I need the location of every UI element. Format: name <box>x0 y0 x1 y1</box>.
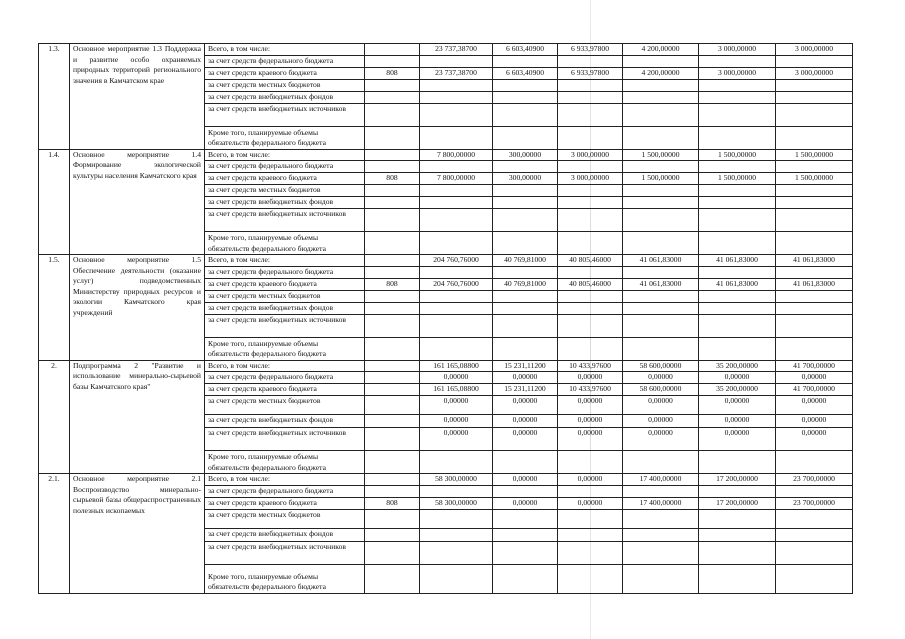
amount-cell: 15 231,11200 <box>493 384 558 396</box>
amount-cell <box>623 185 699 197</box>
amount-cell: 58 600,00000 <box>623 384 699 396</box>
activity-name: Подпрограмма 2 "Развитие и использование минерально-сырьевой базы Камчатского края" <box>70 360 205 474</box>
amount-cell <box>493 185 558 197</box>
amount-cell <box>493 451 558 474</box>
amount-cell <box>558 485 623 497</box>
amount-cell <box>493 509 558 528</box>
activity-name: Основное мероприятие 2.1 Воспроизводство минерально-сырьевой базы общераспространенных полезных ископаемых <box>70 474 205 594</box>
amount-cell: 3 000,00000 <box>699 67 776 79</box>
amount-cell <box>623 91 699 103</box>
amount-cell <box>776 103 853 126</box>
activity-name: Основное мероприятие 1.3 Поддержка и развитие особо охраняемых природных территорий регионального значения в Камчатском крае <box>70 44 205 150</box>
budget-code <box>365 360 420 372</box>
amount-cell: 10 433,97600 <box>558 360 623 372</box>
amount-cell: 0,00000 <box>623 396 699 415</box>
amount-cell: 0,00000 <box>493 415 558 428</box>
amount-cell <box>776 79 853 91</box>
amount-cell <box>623 126 699 149</box>
amount-cell <box>493 232 558 255</box>
amount-cell <box>420 509 493 528</box>
table-body <box>39 44 853 594</box>
amount-cell: 300,00000 <box>493 149 558 161</box>
amount-cell: 17 400,00000 <box>623 497 699 509</box>
amount-cell <box>699 290 776 302</box>
row-index: 1.3. <box>39 44 70 150</box>
amount-cell: 7 800,00000 <box>420 149 493 161</box>
amount-cell <box>558 290 623 302</box>
funding-source-label: за счет средств федерального бюджета <box>205 372 365 384</box>
amount-cell <box>699 451 776 474</box>
funding-source-label: за счет средств местных бюджетов <box>205 396 365 415</box>
budget-code <box>365 564 420 593</box>
amount-cell: 0,00000 <box>420 415 493 428</box>
funding-source-label: за счет средств внебюджетных источников <box>205 209 365 232</box>
amount-cell <box>558 55 623 67</box>
amount-cell <box>420 302 493 314</box>
amount-cell: 6 933,97800 <box>558 44 623 56</box>
amount-cell: 0,00000 <box>699 415 776 428</box>
amount-cell: 1 500,00000 <box>776 173 853 185</box>
amount-cell <box>623 451 699 474</box>
amount-cell <box>558 161 623 173</box>
budget-code <box>365 255 420 267</box>
amount-cell: 0,00000 <box>558 415 623 428</box>
amount-cell <box>493 126 558 149</box>
funding-source-label: Всего, в том числе: <box>205 360 365 372</box>
amount-cell <box>699 161 776 173</box>
amount-cell <box>699 103 776 126</box>
funding-source-label: за счет средств краевого бюджета <box>205 384 365 396</box>
budget-code <box>365 396 420 415</box>
amount-cell: 41 061,83000 <box>623 255 699 267</box>
funding-source-label: Всего, в том числе: <box>205 474 365 486</box>
amount-cell: 3 000,00000 <box>776 44 853 56</box>
amount-cell: 15 231,11200 <box>493 360 558 372</box>
budget-code <box>365 509 420 528</box>
amount-cell: 1 500,00000 <box>623 149 699 161</box>
amount-cell <box>776 528 853 541</box>
amount-cell <box>699 485 776 497</box>
budget-code <box>365 44 420 56</box>
funding-source-label: Кроме того, планируемые объемы обязательств федерального бюджета <box>205 126 365 149</box>
funding-source-label: Кроме того, планируемые объемы обязательств федерального бюджета <box>205 564 365 593</box>
budget-code <box>365 372 420 384</box>
funding-source-label: за счет средств федерального бюджета <box>205 266 365 278</box>
row-index: 2. <box>39 360 70 474</box>
amount-cell: 0,00000 <box>699 428 776 451</box>
amount-cell <box>699 197 776 209</box>
funding-source-label: Кроме того, планируемые объемы обязательств федерального бюджета <box>205 337 365 360</box>
amount-cell: 35 200,00000 <box>699 360 776 372</box>
amount-cell: 0,00000 <box>493 396 558 415</box>
table-row <box>39 149 853 161</box>
budget-code <box>365 528 420 541</box>
amount-cell: 3 000,00000 <box>699 44 776 56</box>
amount-cell <box>623 302 699 314</box>
amount-cell: 6 933,97800 <box>558 67 623 79</box>
amount-cell: 41 061,83000 <box>623 278 699 290</box>
amount-cell: 40 769,81000 <box>493 278 558 290</box>
amount-cell: 0,00000 <box>420 428 493 451</box>
amount-cell: 0,00000 <box>493 474 558 486</box>
funding-source-label: за счет средств краевого бюджета <box>205 497 365 509</box>
amount-cell <box>699 528 776 541</box>
amount-cell <box>699 314 776 337</box>
amount-cell: 41 061,83000 <box>699 278 776 290</box>
amount-cell: 23 700,00000 <box>776 497 853 509</box>
amount-cell <box>558 91 623 103</box>
amount-cell: 0,00000 <box>558 396 623 415</box>
amount-cell: 3 000,00000 <box>776 67 853 79</box>
amount-cell <box>493 55 558 67</box>
amount-cell <box>420 541 493 564</box>
amount-cell: 1 500,00000 <box>776 149 853 161</box>
amount-cell: 17 400,00000 <box>623 474 699 486</box>
funding-source-label: Всего, в том числе: <box>205 149 365 161</box>
amount-cell <box>699 337 776 360</box>
funding-source-label: за счет средств местных бюджетов <box>205 509 365 528</box>
amount-cell: 161 165,08800 <box>420 384 493 396</box>
budget-code <box>365 91 420 103</box>
budget-code: 808 <box>365 173 420 185</box>
amount-cell <box>776 302 853 314</box>
budget-code: 808 <box>365 497 420 509</box>
amount-cell: 0,00000 <box>623 372 699 384</box>
amount-cell: 58 600,00000 <box>623 360 699 372</box>
amount-cell: 6 603,40900 <box>493 67 558 79</box>
amount-cell <box>699 509 776 528</box>
amount-cell: 10 433,97600 <box>558 384 623 396</box>
amount-cell <box>420 528 493 541</box>
budget-code <box>365 485 420 497</box>
amount-cell: 17 200,00000 <box>699 497 776 509</box>
funding-source-label: за счет средств краевого бюджета <box>205 67 365 79</box>
amount-cell <box>623 103 699 126</box>
amount-cell <box>558 197 623 209</box>
amount-cell <box>558 185 623 197</box>
budget-code <box>365 232 420 255</box>
amount-cell <box>493 209 558 232</box>
amount-cell <box>420 91 493 103</box>
amount-cell: 41 700,00000 <box>776 360 853 372</box>
amount-cell <box>699 209 776 232</box>
amount-cell <box>776 314 853 337</box>
budget-code <box>365 149 420 161</box>
amount-cell <box>699 55 776 67</box>
amount-cell: 58 300,00000 <box>420 497 493 509</box>
amount-cell: 1 500,00000 <box>699 173 776 185</box>
budget-code <box>365 302 420 314</box>
amount-cell <box>776 126 853 149</box>
amount-cell: 0,00000 <box>699 396 776 415</box>
activity-name: Основное мероприятие 1.4 Формирование экологической культуры населения Камчатского края <box>70 149 205 255</box>
funding-source-label: Всего, в том числе: <box>205 255 365 267</box>
amount-cell <box>558 451 623 474</box>
amount-cell <box>558 232 623 255</box>
amount-cell: 161 165,08800 <box>420 360 493 372</box>
budget-code <box>365 415 420 428</box>
amount-cell <box>493 564 558 593</box>
row-index: 1.5. <box>39 255 70 361</box>
budget-code <box>365 428 420 451</box>
funding-source-label: за счет средств федерального бюджета <box>205 161 365 173</box>
amount-cell <box>558 209 623 232</box>
amount-cell <box>623 485 699 497</box>
amount-cell: 0,00000 <box>558 497 623 509</box>
amount-cell: 3 000,00000 <box>558 149 623 161</box>
amount-cell <box>776 209 853 232</box>
amount-cell <box>776 509 853 528</box>
row-index: 1.4. <box>39 149 70 255</box>
budget-code <box>365 474 420 486</box>
amount-cell <box>493 337 558 360</box>
budget-code <box>365 126 420 149</box>
funding-source-label: за счет средств внебюджетных фондов <box>205 302 365 314</box>
amount-cell: 0,00000 <box>558 372 623 384</box>
budget-code <box>365 79 420 91</box>
funding-source-label: за счет средств местных бюджетов <box>205 185 365 197</box>
amount-cell <box>623 266 699 278</box>
amount-cell: 3 000,00000 <box>558 173 623 185</box>
amount-cell: 0,00000 <box>776 396 853 415</box>
amount-cell <box>493 541 558 564</box>
budget-code: 808 <box>365 67 420 79</box>
amount-cell <box>493 103 558 126</box>
budget-code <box>365 209 420 232</box>
amount-cell: 1 500,00000 <box>699 149 776 161</box>
funding-source-label: за счет средств внебюджетных источников <box>205 314 365 337</box>
amount-cell <box>558 528 623 541</box>
amount-cell <box>420 266 493 278</box>
amount-cell <box>420 185 493 197</box>
funding-source-label: Всего, в том числе: <box>205 44 365 56</box>
budget-code <box>365 541 420 564</box>
amount-cell <box>558 337 623 360</box>
amount-cell <box>776 564 853 593</box>
amount-cell: 23 700,00000 <box>776 474 853 486</box>
amount-cell <box>776 161 853 173</box>
amount-cell <box>493 485 558 497</box>
amount-cell: 6 603,40900 <box>493 44 558 56</box>
amount-cell <box>420 55 493 67</box>
amount-cell <box>420 197 493 209</box>
amount-cell <box>493 528 558 541</box>
amount-cell <box>699 91 776 103</box>
amount-cell <box>493 161 558 173</box>
amount-cell <box>493 79 558 91</box>
amount-cell: 7 800,00000 <box>420 173 493 185</box>
amount-cell: 0,00000 <box>420 396 493 415</box>
amount-cell: 23 737,38700 <box>420 67 493 79</box>
amount-cell <box>699 266 776 278</box>
funding-source-label: за счет средств внебюджетных источников <box>205 428 365 451</box>
funding-source-label: Кроме того, планируемые объемы обязательств федерального бюджета <box>205 451 365 474</box>
amount-cell: 23 737,38700 <box>420 44 493 56</box>
amount-cell <box>623 55 699 67</box>
activity-name: Основное мероприятие 1.5 Обеспечение деятельности (оказание услуг) подведомственных Министерству природных ресурсов и экологии Камчатского края учреждений <box>70 255 205 361</box>
amount-cell: 4 200,00000 <box>623 44 699 56</box>
funding-source-label: за счет средств краевого бюджета <box>205 278 365 290</box>
amount-cell <box>558 541 623 564</box>
budget-code <box>365 103 420 126</box>
amount-cell <box>493 91 558 103</box>
amount-cell <box>420 337 493 360</box>
funding-source-label: за счет средств внебюджетных источников <box>205 541 365 564</box>
amount-cell <box>493 302 558 314</box>
budget-code <box>365 266 420 278</box>
amount-cell <box>776 55 853 67</box>
amount-cell: 41 061,83000 <box>699 255 776 267</box>
amount-cell <box>558 126 623 149</box>
amount-cell <box>699 232 776 255</box>
amount-cell <box>699 302 776 314</box>
budget-code <box>365 290 420 302</box>
amount-cell <box>776 485 853 497</box>
amount-cell <box>420 314 493 337</box>
amount-cell <box>493 197 558 209</box>
funding-source-label: за счет средств внебюджетных фондов <box>205 91 365 103</box>
amount-cell: 41 061,83000 <box>776 278 853 290</box>
funding-source-label: за счет средств местных бюджетов <box>205 79 365 91</box>
amount-cell <box>623 161 699 173</box>
funding-source-label: Кроме того, планируемые объемы обязательств федерального бюджета <box>205 232 365 255</box>
amount-cell <box>420 209 493 232</box>
amount-cell: 17 200,00000 <box>699 474 776 486</box>
amount-cell: 0,00000 <box>493 428 558 451</box>
amount-cell <box>420 103 493 126</box>
amount-cell: 0,00000 <box>558 474 623 486</box>
funding-source-label: за счет средств внебюджетных фондов <box>205 528 365 541</box>
amount-cell <box>699 185 776 197</box>
amount-cell <box>420 451 493 474</box>
amount-cell <box>776 266 853 278</box>
amount-cell <box>776 541 853 564</box>
funding-source-label: за счет средств местных бюджетов <box>205 290 365 302</box>
amount-cell <box>558 509 623 528</box>
budget-code <box>365 161 420 173</box>
table-row <box>39 360 853 372</box>
amount-cell <box>776 337 853 360</box>
budget-code <box>365 451 420 474</box>
budget-code: 808 <box>365 278 420 290</box>
amount-cell <box>699 564 776 593</box>
amount-cell <box>699 126 776 149</box>
funding-source-label: за счет средств федерального бюджета <box>205 55 365 67</box>
amount-cell: 0,00000 <box>623 415 699 428</box>
amount-cell <box>558 103 623 126</box>
funding-source-label: за счет средств федерального бюджета <box>205 485 365 497</box>
amount-cell <box>420 564 493 593</box>
funding-source-label: за счет средств внебюджетных фондов <box>205 415 365 428</box>
amount-cell <box>776 197 853 209</box>
amount-cell <box>776 290 853 302</box>
amount-cell <box>558 564 623 593</box>
amount-cell <box>420 485 493 497</box>
budget-code <box>365 185 420 197</box>
table-row <box>39 474 853 486</box>
budget-code <box>365 337 420 360</box>
table-row <box>39 44 853 56</box>
amount-cell <box>623 79 699 91</box>
amount-cell: 204 760,76000 <box>420 278 493 290</box>
amount-cell <box>776 91 853 103</box>
amount-cell <box>493 266 558 278</box>
amount-cell <box>623 509 699 528</box>
amount-cell <box>493 314 558 337</box>
amount-cell: 0,00000 <box>493 497 558 509</box>
amount-cell: 58 300,00000 <box>420 474 493 486</box>
table-row <box>39 255 853 267</box>
amount-cell: 0,00000 <box>776 372 853 384</box>
amount-cell: 40 805,46000 <box>558 278 623 290</box>
budget-table <box>38 43 853 594</box>
amount-cell <box>420 290 493 302</box>
amount-cell: 0,00000 <box>420 372 493 384</box>
amount-cell: 0,00000 <box>699 372 776 384</box>
amount-cell <box>558 314 623 337</box>
amount-cell <box>623 337 699 360</box>
amount-cell: 4 200,00000 <box>623 67 699 79</box>
amount-cell <box>699 541 776 564</box>
amount-cell: 0,00000 <box>558 428 623 451</box>
amount-cell <box>420 161 493 173</box>
amount-cell: 41 700,00000 <box>776 384 853 396</box>
amount-cell <box>623 232 699 255</box>
amount-cell <box>558 79 623 91</box>
amount-cell <box>420 232 493 255</box>
budget-table-page <box>38 43 852 594</box>
amount-cell <box>623 314 699 337</box>
amount-cell <box>558 266 623 278</box>
amount-cell <box>623 541 699 564</box>
amount-cell <box>558 302 623 314</box>
amount-cell <box>776 451 853 474</box>
amount-cell <box>776 185 853 197</box>
amount-cell: 0,00000 <box>623 428 699 451</box>
budget-code <box>365 314 420 337</box>
amount-cell <box>623 209 699 232</box>
amount-cell: 35 200,00000 <box>699 384 776 396</box>
amount-cell <box>623 528 699 541</box>
amount-cell: 40 805,46000 <box>558 255 623 267</box>
funding-source-label: за счет средств краевого бюджета <box>205 173 365 185</box>
amount-cell: 40 769,81000 <box>493 255 558 267</box>
amount-cell <box>776 232 853 255</box>
amount-cell <box>420 79 493 91</box>
amount-cell <box>623 290 699 302</box>
amount-cell: 0,00000 <box>493 372 558 384</box>
amount-cell: 0,00000 <box>776 428 853 451</box>
amount-cell: 1 500,00000 <box>623 173 699 185</box>
amount-cell: 300,00000 <box>493 173 558 185</box>
budget-code <box>365 55 420 67</box>
amount-cell <box>623 197 699 209</box>
amount-cell <box>420 126 493 149</box>
budget-code <box>365 197 420 209</box>
amount-cell: 41 061,83000 <box>776 255 853 267</box>
amount-cell: 204 760,76000 <box>420 255 493 267</box>
amount-cell <box>699 79 776 91</box>
amount-cell <box>493 290 558 302</box>
amount-cell: 0,00000 <box>776 415 853 428</box>
amount-cell <box>623 564 699 593</box>
funding-source-label: за счет средств внебюджетных источников <box>205 103 365 126</box>
budget-code <box>365 384 420 396</box>
row-index: 2.1. <box>39 474 70 594</box>
funding-source-label: за счет средств внебюджетных фондов <box>205 197 365 209</box>
